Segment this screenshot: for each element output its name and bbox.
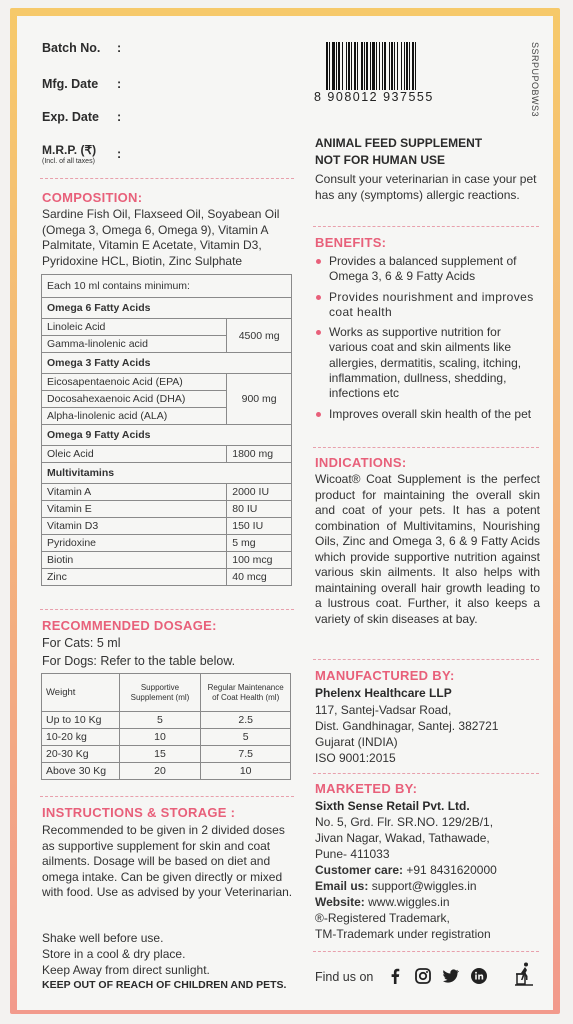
omega6-value: 4500 mg (227, 319, 292, 353)
indications-text: Wicoat® Coat Supplement is the perfect product for maintaining the overall skin and coat of your pets. It has a potent combination of Multivitamins, Nourishing Oils, Zinc and Omega 3, 6 & 9 Fatty Acids which provide supportive nutrition against various skin ailments. It also helps with maintaining overall hair growth leading to a lustrous coat. Further, it also keeps a variety of skin diseases at bay. (315, 472, 540, 626)
dosage-cats: For Cats: 5 ml (42, 636, 121, 650)
list-item: Works as supportive nutrition for various coat and skin ailments like allergies, dermatitis, scaling, itching, inflammation, dullness, shedding, infections etc (314, 325, 540, 401)
multivitamins-title: Multivitamins (42, 463, 292, 484)
table-cell: 100 mcg (227, 552, 292, 569)
divider (313, 226, 539, 227)
list-item: Provides a balanced supplement of Omega 3, 6 & 9 Fatty Acids (314, 254, 540, 285)
table-cell: 80 IU (227, 501, 292, 518)
barcode (326, 42, 452, 90)
trademark-note: TM-Trademark under registration (315, 927, 491, 941)
email-link[interactable]: support@wiggles.in (371, 879, 477, 893)
manufacturer-address: Gujarat (INDIA) (315, 735, 398, 749)
animal-feed-line2: NOT FOR HUMAN USE (315, 153, 445, 167)
marketer-name: Sixth Sense Retail Pvt. Ltd. (315, 799, 470, 813)
instructions-line: Keep Away from direct sunlight. (42, 963, 210, 977)
table-cell: 5 (201, 729, 291, 746)
customer-care-number[interactable]: +91 8431620000 (406, 863, 497, 877)
mfg-label: Mfg. Date (42, 77, 99, 91)
benefits-list (314, 254, 540, 427)
table-cell: 2.5 (201, 712, 291, 729)
table-row: Vitamin A (42, 484, 227, 501)
website-link[interactable]: www.wiggles.in (368, 895, 450, 909)
table-cell: Up to 10 Kg (42, 712, 120, 729)
marketer-address: Pune- 411033 (315, 847, 390, 861)
table-cell: 10 (201, 763, 291, 780)
customer-care-label: Customer care: (315, 863, 404, 877)
find-us-label: Find us on (315, 970, 374, 984)
social-icons (387, 968, 487, 984)
batch-colon: : (117, 41, 122, 55)
divider (313, 659, 539, 660)
instructions-line: Shake well before use. (42, 931, 164, 945)
mrp-label: M.R.P. (₹) (42, 143, 97, 157)
table-cell: 5 mg (227, 535, 292, 552)
table-row: Alpha-linolenic acid (ALA) (42, 408, 227, 425)
manufacturer-name: Phelenx Healthcare LLP (315, 686, 452, 700)
facebook-icon[interactable] (387, 968, 403, 984)
table-row: Biotin (42, 552, 227, 569)
instructions-line: Store in a cool & dry place. (42, 947, 186, 961)
table-row: Gamma-linolenic acid (42, 336, 227, 353)
email-label: Email us: (315, 879, 369, 893)
instructions-title: INSTRUCTIONS & STORAGE : (42, 805, 236, 820)
table-cell: 2000 IU (227, 484, 292, 501)
benefits-title: BENEFITS: (315, 235, 387, 250)
divider (313, 773, 539, 774)
composition-table (41, 274, 292, 586)
list-item: Improves overall skin health of the pet (314, 407, 540, 422)
customer-care (315, 863, 497, 879)
twitter-icon[interactable] (443, 968, 459, 984)
side-code: SSRPUPOBWS3 (530, 42, 540, 118)
table-cell: 15 (119, 746, 201, 763)
instagram-icon[interactable] (415, 968, 431, 984)
exp-label: Exp. Date (42, 110, 99, 124)
divider (313, 447, 539, 448)
table-row: Vitamin D3 (42, 518, 227, 535)
indications-title: INDICATIONS: (315, 455, 407, 470)
exp-colon: : (117, 110, 122, 124)
divider (40, 609, 294, 610)
barcode-number: 8 908012 937555 (314, 90, 434, 104)
composition-text: Sardine Fish Oil, Flaxseed Oil, Soyabean Oil (Omega 3, Omega 6, Omega 9), Vitamin A Palmitate, Vitamin E Acetate, Vitamin D3, Pyridoxine HCL, Biotin, Zinc Sulphate (42, 207, 280, 268)
barcode-bar (416, 42, 417, 90)
manufacturer-address: Dist. Gandhinagar, Santej. 382721 (315, 719, 499, 733)
dosage-dogs: For Dogs: Refer to the table below. (42, 654, 236, 668)
list-item: Provides nourishment and improves coat health (314, 290, 540, 321)
divider (40, 796, 294, 797)
marketed-title: MARKETED BY: (315, 781, 418, 796)
mrp-tax-note: (Incl. of all taxes) (42, 158, 95, 165)
batch-label: Batch No. (42, 41, 101, 55)
table-cell: 20 (119, 763, 201, 780)
table-cell: 7.5 (201, 746, 291, 763)
table-row: Vitamin E (42, 501, 227, 518)
table-cell: Above 30 Kg (42, 763, 120, 780)
table-row: Zinc (42, 569, 227, 586)
consult-text: Consult your veterinarian in case your pet has any (symptoms) allergic reactions. (315, 172, 537, 202)
omega3-value: 900 mg (227, 374, 292, 425)
animal-feed-line1: ANIMAL FEED SUPPLEMENT (315, 136, 483, 150)
divider (313, 951, 539, 952)
table-row: Linoleic Acid (42, 319, 227, 336)
manufactured-title: MANUFACTURED BY: (315, 668, 455, 683)
trademark-note: ®-Registered Trademark, (315, 911, 450, 925)
mrp-colon: : (117, 147, 122, 161)
dosage-header: Supportive Supplement (ml) (119, 674, 201, 712)
dosage-title: RECOMMENDED DOSAGE: (42, 618, 217, 633)
website (315, 895, 450, 911)
table-cell: 10-20 kg (42, 729, 120, 746)
instructions-text: Recommended to be given in 2 divided doses as supportive supplement for skin and coat ailments. Dosage will be based on diet and omega intake. Can be given directly or mixed with food. Use as advised by your Veterinarian. (42, 823, 293, 899)
table-cell: 20-30 Kg (42, 746, 120, 763)
table-row: Docosahexaenoic Acid (DHA) (42, 391, 227, 408)
manufacturer-address: 117, Santej-Vadsar Road, (315, 703, 452, 717)
dosage-header: Regular Maintenance of Coat Health (ml) (201, 674, 291, 712)
table-cell: 150 IU (227, 518, 292, 535)
table-cell: 5 (119, 712, 201, 729)
omega9-title: Omega 9 Fatty Acids (42, 425, 292, 446)
dosage-table (41, 673, 291, 780)
table-row: Eicosapentaenoic Acid (EPA) (42, 374, 227, 391)
omega6-title: Omega 6 Fatty Acids (42, 298, 292, 319)
linkedin-icon[interactable] (471, 968, 487, 984)
table-cell: 40 mcg (227, 569, 292, 586)
dispose-bin-icon (514, 962, 534, 991)
table-cell: 10 (119, 729, 201, 746)
omega3-title: Omega 3 Fatty Acids (42, 353, 292, 374)
table-row: Pyridoxine (42, 535, 227, 552)
mfg-colon: : (117, 77, 122, 91)
marketer-address: No. 5, Grd. Flr. SR.NO. 129/2B/1, (315, 815, 494, 829)
marketer-address: Jivan Nagar, Wakad, Tathawade, (315, 831, 490, 845)
keep-away-warning: KEEP OUT OF REACH OF CHILDREN AND PETS. (42, 979, 287, 991)
dosage-header: Weight (42, 674, 120, 712)
table-intro: Each 10 ml contains minimum: (42, 275, 292, 298)
composition-title: COMPOSITION: (42, 190, 143, 205)
email (315, 879, 477, 895)
table-row: Oleic Acid (42, 446, 227, 463)
website-label: Website: (315, 895, 365, 909)
manufacturer-iso: ISO 9001:2015 (315, 751, 396, 765)
omega9-value: 1800 mg (227, 446, 292, 463)
divider (40, 178, 294, 179)
